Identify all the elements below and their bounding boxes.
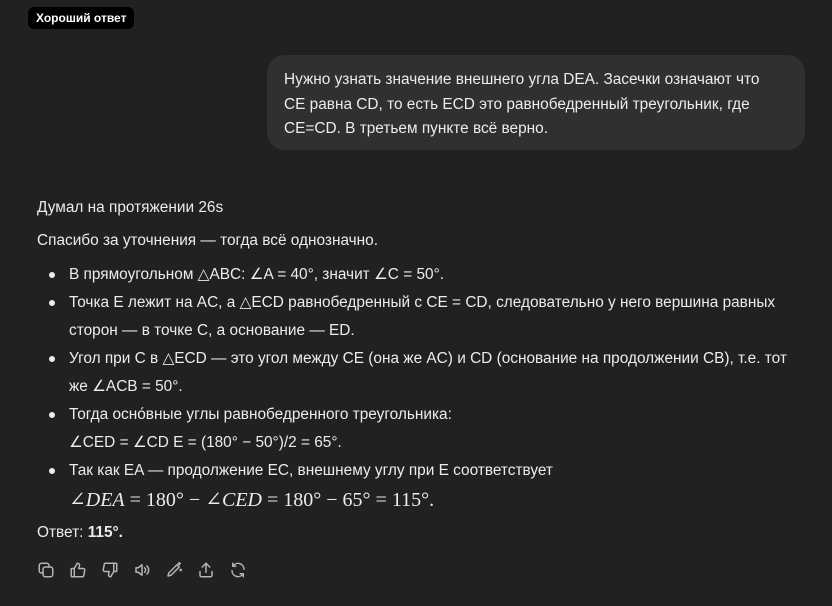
- list-item-text: Так как EA — продолжение EC, внешнему углу при E соответствует: [69, 462, 553, 479]
- list-item-text: Точка E лежит на AC, а △ECD равнобедренный с CE = CD, следовательно у него вершина равных: [69, 294, 776, 311]
- list-item: [37, 289, 817, 345]
- math-formula: ∠DEA = 180° − ∠CED = 180° − 65° = 115°.: [69, 489, 435, 511]
- message-action-bar: [34, 558, 258, 582]
- bullet-dot: [49, 468, 55, 474]
- final-answer: [37, 522, 123, 544]
- list-item-text: же ∠ACB = 50°.: [69, 378, 183, 395]
- copy-button[interactable]: [34, 558, 58, 582]
- good-response-tooltip: Хороший ответ: [28, 7, 134, 29]
- thumbs-down-icon: [101, 561, 119, 579]
- user-message-line: Нужно узнать значение внешнего угла DEA. Засечки означают что: [284, 71, 760, 88]
- user-message-line: CE=CD. В третьем пункте всё верно.: [284, 120, 548, 137]
- read-aloud-button[interactable]: [130, 558, 154, 582]
- thought-duration-toggle[interactable]: Думал на протяжении 26s: [37, 199, 224, 216]
- thumbs-up-button[interactable]: [66, 558, 90, 582]
- read-aloud-icon: [133, 561, 151, 579]
- thumbs-up-icon: [69, 561, 87, 579]
- list-item: [37, 345, 817, 401]
- share-button[interactable]: [194, 558, 218, 582]
- bullet-dot: [49, 356, 55, 362]
- share-icon: [197, 561, 215, 579]
- list-item: [37, 401, 817, 457]
- user-message-bubble: [267, 55, 805, 150]
- list-item: [37, 457, 817, 515]
- answer-label: Ответ:: [37, 524, 88, 541]
- answer-value: 115°.: [87, 524, 123, 541]
- assistant-intro-text: Спасибо за уточнения — тогда всё однозначно.: [37, 232, 379, 249]
- bullet-dot: [49, 272, 55, 278]
- list-item-text: В прямоугольном △ABC: ∠A = 40°, значит ∠C = 50°.: [69, 266, 445, 283]
- regenerate-icon: [229, 561, 247, 579]
- bullet-dot: [49, 300, 55, 306]
- regenerate-button[interactable]: [226, 558, 250, 582]
- thumbs-down-button[interactable]: [98, 558, 122, 582]
- list-item: [37, 261, 817, 289]
- list-item-text: сторон — в точке C, а основание — ED.: [69, 322, 355, 339]
- edit-icon: [165, 561, 183, 579]
- list-item-text: Тогда осно́вные углы равнобедренного треугольника:: [69, 406, 452, 423]
- list-item-text: ∠CED = ∠CD E = (180° − 50°)/2 = 65°.: [69, 434, 342, 451]
- assistant-bullet-list: [37, 261, 817, 515]
- user-message-line: CE равна CD, то есть ECD это равнобедренный треугольник, где: [284, 95, 750, 113]
- list-item-text: Угол при C в △ECD — это угол между CE (она же AC) и CD (основание на продолжении CB), т.е. тот: [69, 350, 787, 367]
- bullet-dot: [49, 412, 55, 418]
- edit-button[interactable]: [162, 558, 186, 582]
- copy-icon: [37, 561, 55, 579]
